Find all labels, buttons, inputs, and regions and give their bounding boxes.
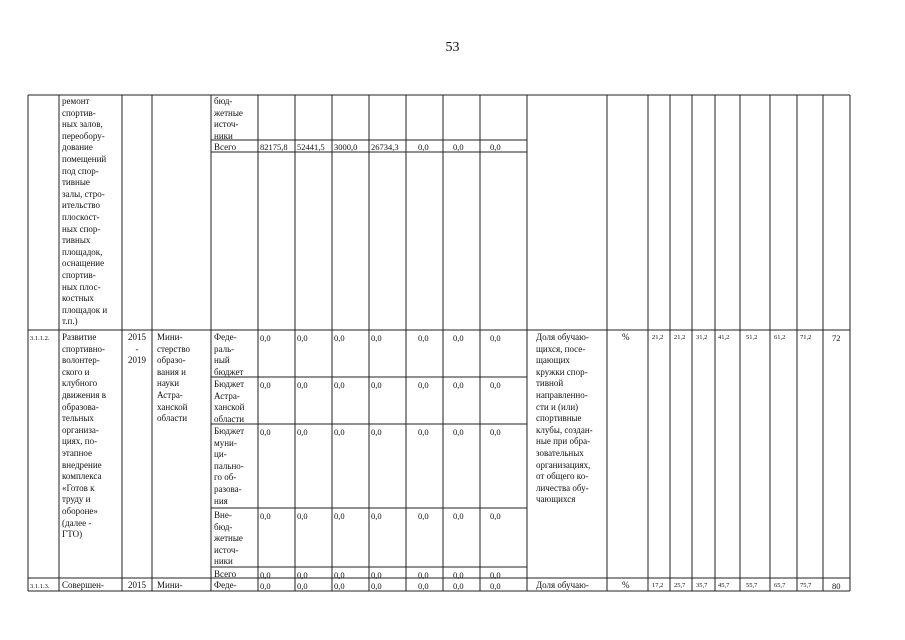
target-value: 61,2 [774, 334, 786, 341]
years-range: 2015 - 2019 [128, 332, 146, 366]
row-number-3-1-1-3: 3.1.1.3. [30, 583, 50, 590]
value-cell: 0,0 [334, 581, 345, 591]
value-cell: 0,0 [418, 511, 429, 521]
table-lines [28, 95, 850, 591]
value-cell: 0,0 [490, 142, 501, 152]
value-cell: 0,0 [260, 570, 271, 580]
value-cell: 0,0 [371, 570, 382, 580]
row-number-3-1-1-2: 3.1.1.2. [30, 335, 50, 342]
value-cell: 0,0 [260, 581, 271, 591]
value-cell: 0,0 [297, 570, 308, 580]
value-cell: 0,0 [371, 581, 382, 591]
value-cell: 0,0 [334, 511, 345, 521]
value-cell: 0,0 [490, 581, 501, 591]
value-cell: 0,0 [371, 511, 382, 521]
target-value: 75,7 [800, 582, 812, 589]
value-cell: 0,0 [453, 570, 464, 580]
target-value: 21,2 [652, 334, 664, 341]
funding-source-label: Всего [214, 569, 237, 579]
value-cell: 0,0 [260, 511, 271, 521]
activity-description-continued: ремонт спортив- ных залов, переобору- дование помещений под спор- тивные залы, стро- ительство плоскост- ных спор- тивных площадок, оснащение спортив- ных плос- костных площадок и т.п.) [62, 96, 108, 327]
value-cell: 0,0 [490, 380, 501, 390]
value-cell: 0,0 [334, 380, 345, 390]
funding-source-label: Бюджет Астра- ханской области [214, 379, 245, 424]
value-cell: 52441,5 [297, 142, 325, 152]
funding-source-label: Бюджет муни- ци- пально- го об- разова- ния [214, 426, 245, 506]
source-next: Феде- [214, 580, 237, 590]
value-cell: 0,0 [453, 380, 464, 390]
funding-source-label: Феде- раль- ный бюджет [214, 332, 244, 377]
value-cell: 0,0 [490, 570, 501, 580]
value-cell: 0,0 [418, 333, 429, 343]
target-value: 25,7 [674, 582, 686, 589]
source-extrabudgetary-label: бюд- жетные источ- ники [214, 96, 243, 141]
activity-description-next: Совершен- [62, 580, 104, 590]
value-cell: 0,0 [453, 581, 464, 591]
target-value: 51,2 [746, 334, 758, 341]
value-cell: 0,0 [490, 333, 501, 343]
value-cell: 26734,3 [371, 142, 399, 152]
value-cell: 0,0 [490, 427, 501, 437]
executor: Мини- стерство образо- вания и науки Астра- ханской области [157, 332, 191, 424]
value-cell: 0,0 [371, 380, 382, 390]
value-cell: 0,0 [297, 333, 308, 343]
value-cell: 0,0 [453, 333, 464, 343]
unit: % [622, 332, 630, 342]
value-cell: 0,0 [418, 570, 429, 580]
value-cell: 0,0 [297, 511, 308, 521]
value-cell: 0,0 [297, 380, 308, 390]
activity-description: Развитие спортивно- волонтер- ского и клубного движения в образова- тельных организа- циях, по- этапное внедрение комплекса «Готов к труду и обороне» (далее - ГТО) [62, 332, 107, 540]
target-value: 31,2 [696, 334, 708, 341]
value-cell: 3000,0 [334, 142, 358, 152]
value-cell: 0,0 [371, 333, 382, 343]
value-cell: 0,0 [371, 427, 382, 437]
target-value: 65,7 [774, 582, 786, 589]
value-cell: 0,0 [418, 142, 429, 152]
executor-next: Мини- [157, 580, 183, 590]
funding-source-label: Вне- бюд- жетные источ- ники [214, 510, 243, 567]
target-value: 80 [832, 581, 841, 591]
target-value: 71,2 [800, 334, 812, 341]
indicator-description: Доля обучаю- щихся, посе- щающих кружки спор- тивной направленно- сти и (или) спортивные клубы, создан- ные при обра- зовательных организациях, от общего ко- личества обу- чающихся [536, 332, 593, 505]
value-cell: 0,0 [260, 333, 271, 343]
value-cell: 0,0 [334, 570, 345, 580]
target-value: 45,7 [718, 582, 730, 589]
value-cell: 0,0 [260, 380, 271, 390]
target-value: 41,2 [718, 334, 730, 341]
value-cell: 0,0 [418, 581, 429, 591]
value-cell: 0,0 [453, 427, 464, 437]
value-cell: 0,0 [297, 427, 308, 437]
value-cell: 82175,8 [260, 142, 288, 152]
target-value: 72 [832, 333, 841, 343]
value-cell: 0,0 [453, 511, 464, 521]
value-cell: 0,0 [334, 333, 345, 343]
value-cell: 0,0 [418, 380, 429, 390]
target-value: 35,7 [696, 582, 708, 589]
unit-next: % [622, 580, 630, 590]
target-value: 21,2 [674, 334, 686, 341]
indicator-next: Доля обучаю- [536, 580, 589, 590]
value-cell: 0,0 [453, 142, 464, 152]
value-cell: 0,0 [418, 427, 429, 437]
value-cell: 0,0 [297, 581, 308, 591]
value-cell: 0,0 [334, 427, 345, 437]
value-cell: 0,0 [490, 511, 501, 521]
years-next: 2015 [128, 580, 146, 590]
target-value: 55,7 [746, 582, 758, 589]
target-value: 17,2 [652, 582, 664, 589]
page-number: 53 [445, 40, 460, 55]
value-cell: 0,0 [260, 427, 271, 437]
total-label: Всего [214, 142, 237, 152]
